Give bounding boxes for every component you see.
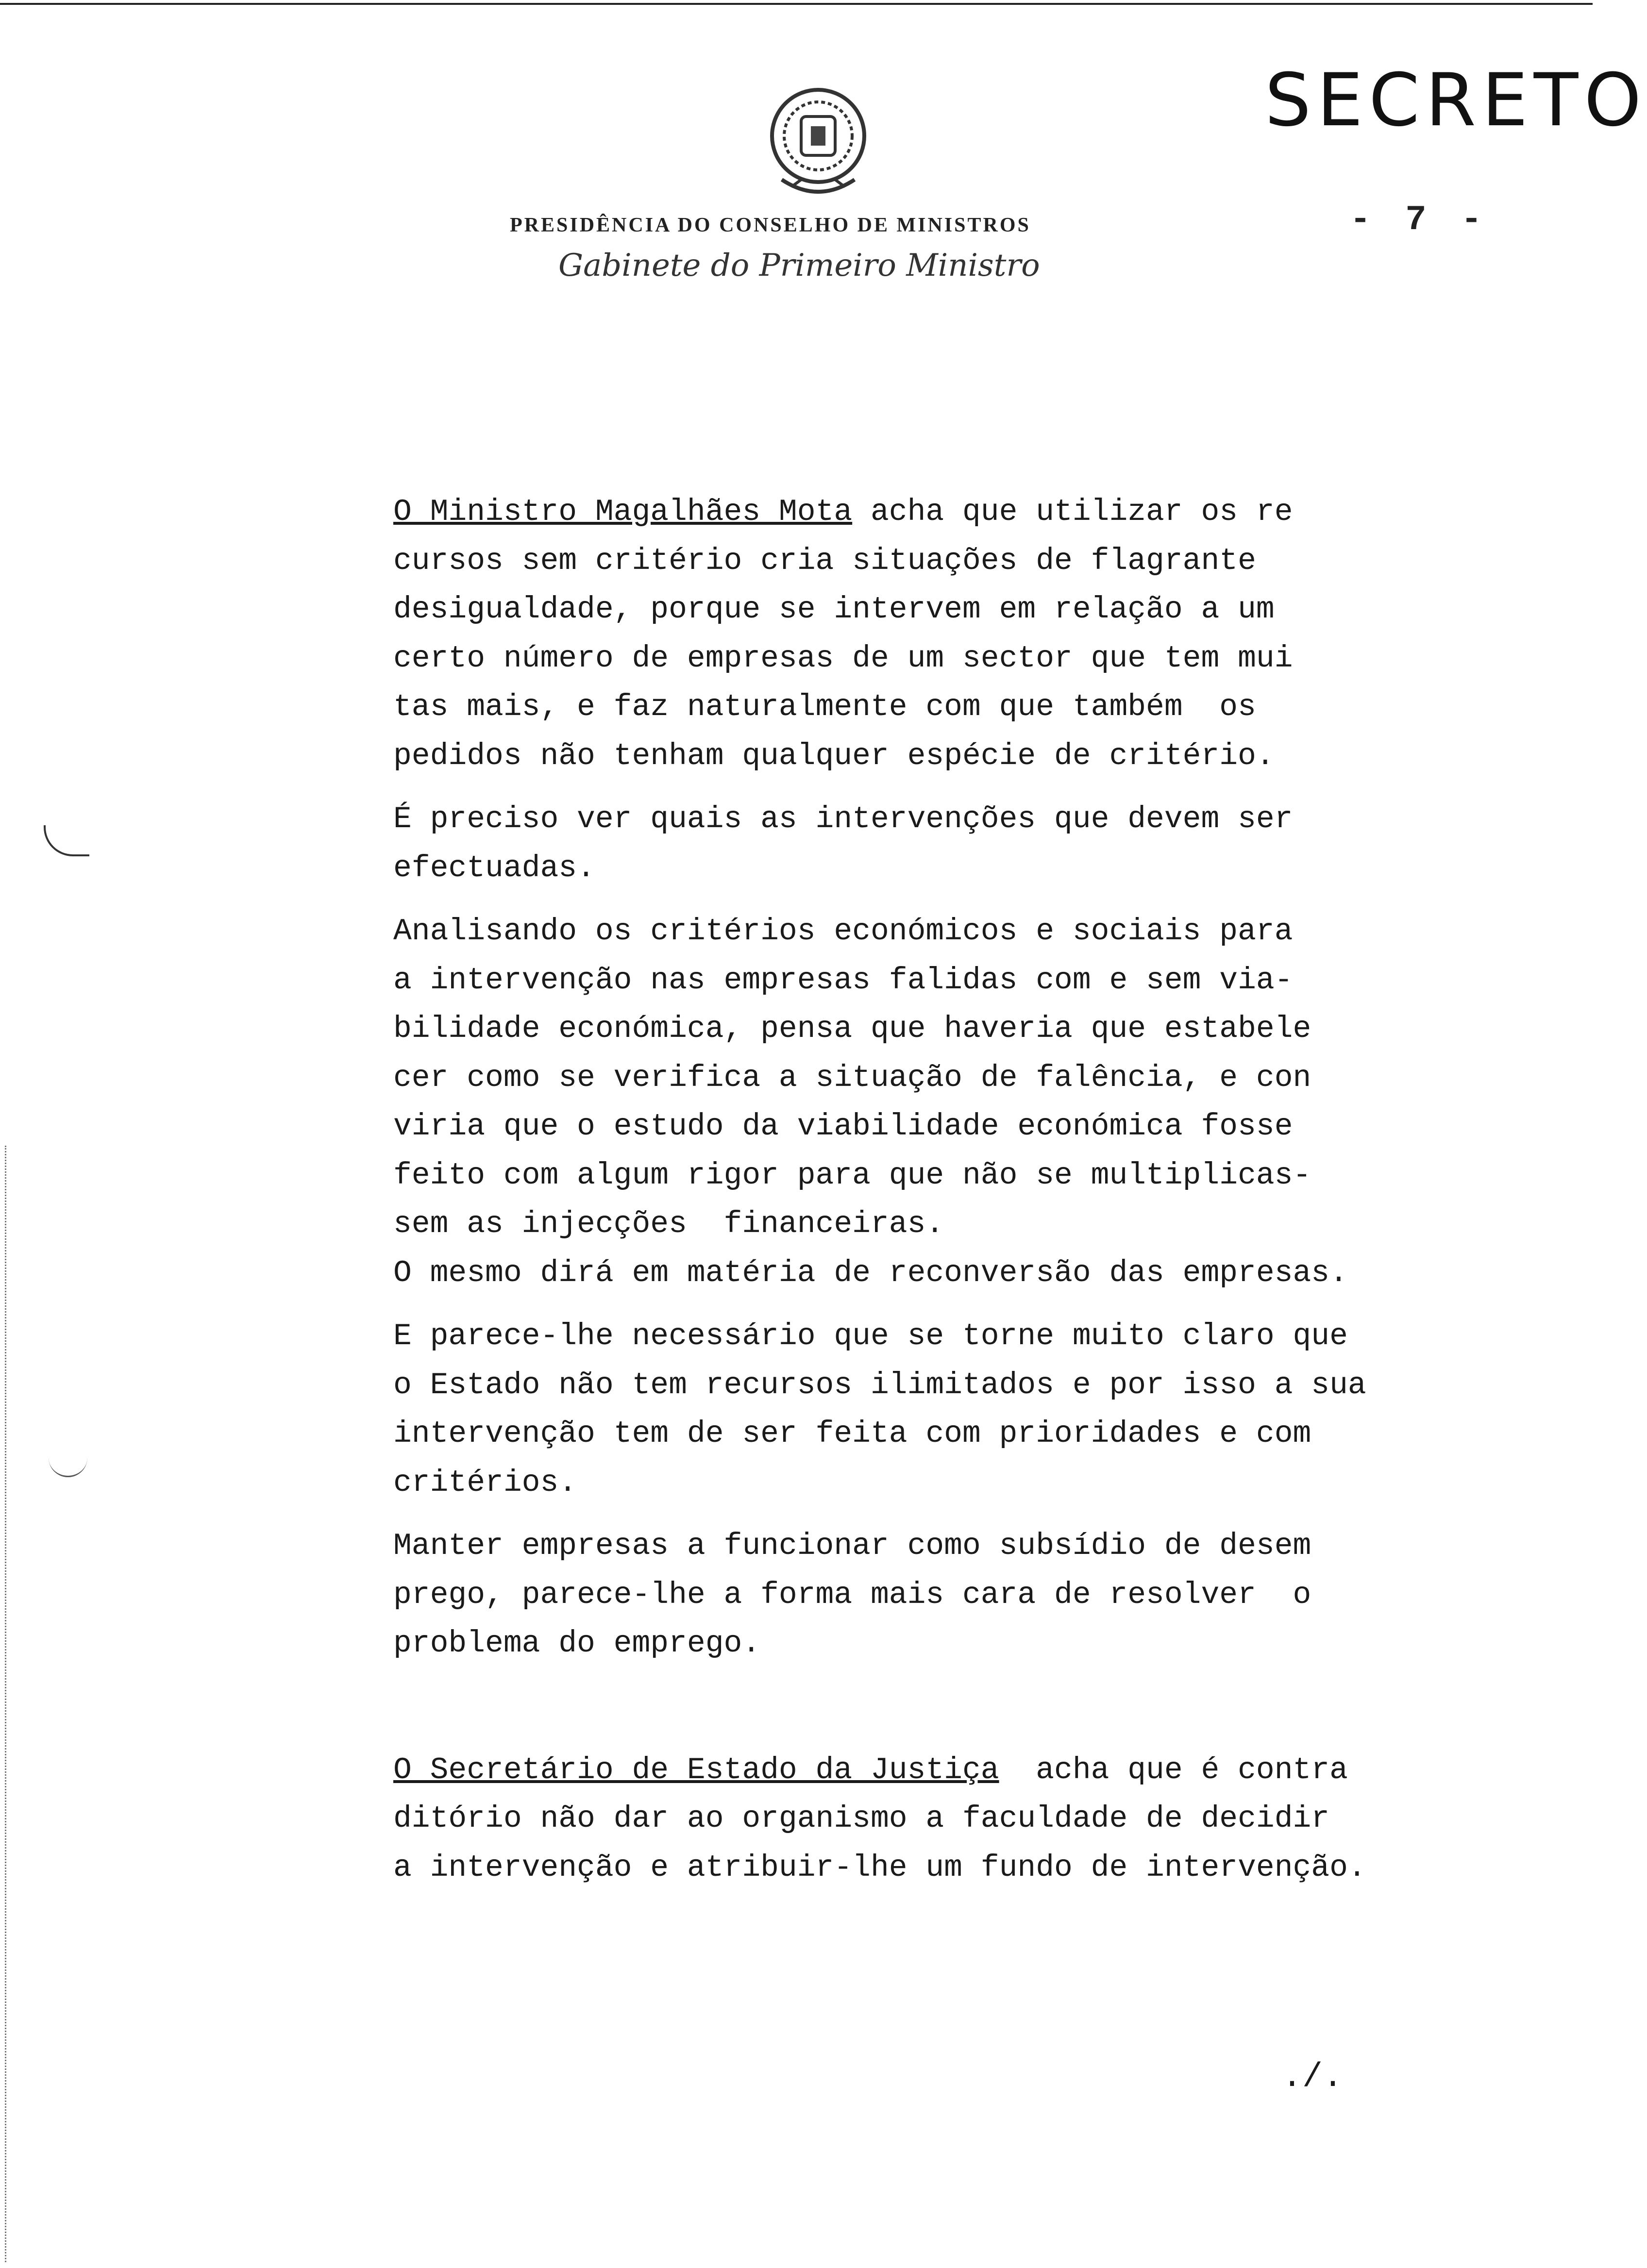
office-heading: Gabinete do Primeiro Ministro bbox=[558, 248, 1040, 284]
coat-of-arms-seal bbox=[762, 83, 874, 199]
document-body bbox=[393, 488, 1462, 1907]
classification-stamp: SECRETO bbox=[1265, 58, 1647, 143]
paragraph bbox=[393, 907, 1462, 1298]
continuation-mark: ./. bbox=[1282, 2058, 1344, 2097]
paragraph-text: É preciso ver quais as intervenções que devem ser efectuadas. bbox=[393, 802, 1293, 885]
paragraph bbox=[393, 1312, 1462, 1507]
page-number: - 7 - bbox=[1350, 200, 1489, 240]
paragraph-text: acha que é contra ditório não dar ao organismo a faculdade de decidir a intervenção e atribuir-lhe um fundo de intervenção. bbox=[393, 1752, 1366, 1885]
paragraph-text: Analisando os critérios económicos e sociais para a intervenção nas empresas falidas com e sem via- bilidade económica, pensa que haveria que estabele cer como se verifica a situação de falência, e con viria que o estudo da viabilidade económica fosse feito com algum rigor para que não se multiplicas- sem as injecções financeiras. O mesmo dirá em matéria de reconversão das empresas. bbox=[393, 914, 1348, 1290]
speaker-name: O Ministro Magalhães Mota bbox=[393, 495, 853, 529]
top-rule bbox=[0, 3, 1593, 5]
institution-heading: PRESIDÊNCIA DO CONSELHO DE MINISTROS bbox=[510, 214, 1031, 236]
paragraph bbox=[393, 795, 1462, 893]
margin-pen-mark bbox=[44, 825, 89, 856]
speaker-name: O Secretário de Estado da Justiça bbox=[393, 1752, 999, 1787]
paragraph-text: E parece-lhe necessário que se torne muito claro que o Estado não tem recursos ilimitados e por isso a sua intervenção tem de ser feita com prioridades e com critérios. bbox=[393, 1319, 1366, 1500]
paragraph bbox=[393, 1522, 1462, 1668]
paragraph-text: acha que utilizar os re cursos sem critério cria situações de flagrante desigualdade, porque se intervem em relação a um certo número de empresas de um sector que tem mui tas mais, e faz naturalmente com que também os pedidos não tenham qualquer espécie de critério. bbox=[393, 495, 1293, 773]
paragraph bbox=[393, 488, 1462, 781]
paragraph-text: Manter empresas a funcionar como subsídio de desem prego, parece-lhe a forma mais cara de resolver o problema do emprego. bbox=[393, 1529, 1311, 1661]
paragraph bbox=[393, 1746, 1462, 1893]
perforation-marks bbox=[5, 1146, 13, 2262]
margin-pen-mark bbox=[49, 1456, 87, 1477]
